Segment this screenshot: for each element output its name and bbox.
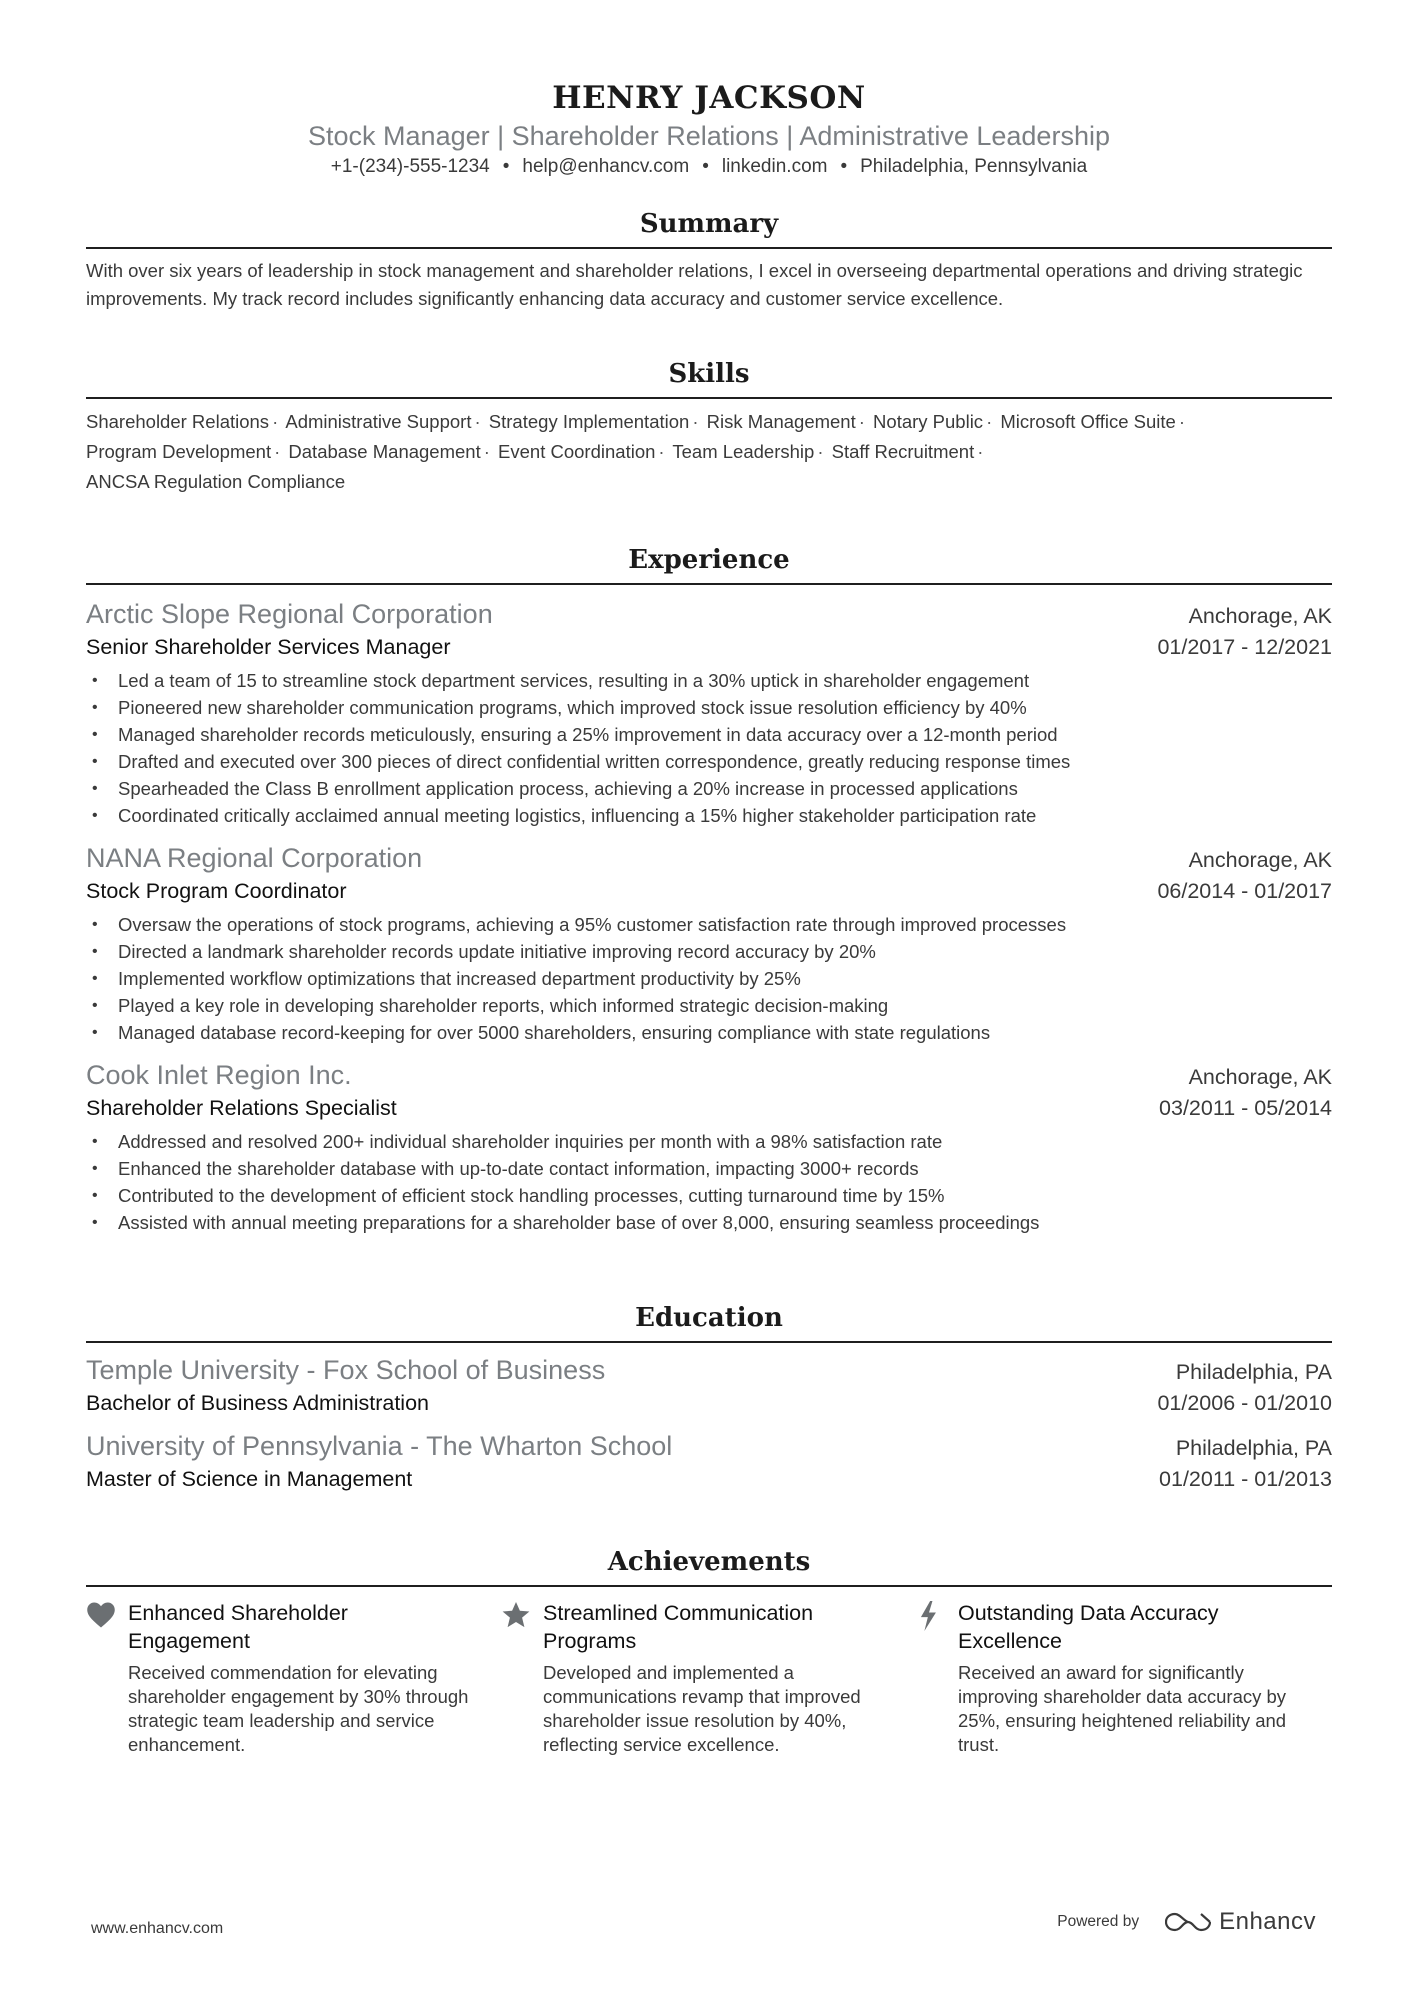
- summary-section: [86, 207, 1332, 313]
- achievement-description: Received an award for significantly improving shareholder data accuracy by 25%, ensuring heightened reliability and trust.: [958, 1662, 1287, 1755]
- bullet-item: • Drafted and executed over 300 pieces of direct confidential written correspondence, greatly reducing response times: [86, 748, 1332, 775]
- section-divider: [86, 583, 1332, 585]
- skills-list: Shareholder Relations · Administrative Support · Strategy Implementation · Risk Management · Notary Public · Microsoft Office Suite · Program Development · Database Management · Event Coordination · Team Leadership · Staff Recruitment · ANCSA Regulation Compliance: [86, 411, 1186, 492]
- achievement-item: [916, 1599, 1331, 1757]
- powered-by-label: Powered by: [1057, 1913, 1140, 1930]
- skill-item: Notary Public: [873, 411, 984, 432]
- lightning-icon: [916, 1599, 958, 1757]
- bullet-item: • Addressed and resolved 200+ individual shareholder inquiries per month with a 98% satisfaction rate: [86, 1128, 1332, 1155]
- job-entry: [86, 1058, 1332, 1236]
- job-entry: [86, 597, 1332, 829]
- heart-icon: [86, 1599, 128, 1757]
- section-title: Achievements: [607, 1547, 811, 1577]
- job-dates: 01/2017 - 12/2021: [1157, 635, 1332, 659]
- footer-branding: [1057, 1908, 1316, 1936]
- section-title: Education: [635, 1303, 783, 1333]
- resume-header: [86, 0, 1332, 180]
- bullet-item: • Assisted with annual meeting preparations for a shareholder base of over 8,000, ensuring seamless proceedings: [86, 1209, 1332, 1236]
- bullet-item: • Directed a landmark shareholder records update initiative improving record accuracy by 20%: [86, 938, 1332, 965]
- skill-item: Staff Recruitment: [831, 441, 975, 462]
- skill-item: Shareholder Relations: [86, 411, 270, 432]
- job-location: Anchorage, AK: [1188, 604, 1332, 628]
- bullet-item: • Oversaw the operations of stock programs, achieving a 95% customer satisfaction rate through improved processes: [86, 911, 1332, 938]
- email-link[interactable]: help@enhancv.com: [522, 156, 690, 177]
- education-entry: [86, 1353, 1332, 1419]
- bullet-item: • Contributed to the development of efficient stock handling processes, cutting turnaround time by 15%: [86, 1182, 1332, 1209]
- brand-name: Enhancv: [1219, 1908, 1316, 1935]
- location: Philadelphia, Pennsylvania: [860, 156, 1088, 177]
- degree: Master of Science in Management: [86, 1467, 413, 1491]
- skill-item: Team Leadership: [672, 441, 815, 462]
- footer-website-link[interactable]: www.enhancv.com: [91, 1920, 224, 1937]
- contact-line: [86, 154, 1332, 180]
- job-dates: 06/2014 - 01/2017: [1157, 879, 1332, 903]
- job-bullets: [86, 911, 1332, 1046]
- achievement-title: Enhanced Shareholder Engagement: [128, 1601, 348, 1653]
- skill-item: Database Management: [288, 441, 481, 462]
- job-location: Anchorage, AK: [1188, 848, 1332, 872]
- section-title: Summary: [639, 209, 779, 239]
- section-title: Skills: [668, 359, 750, 389]
- bullet-item: • Enhanced the shareholder database with up-to-date contact information, impacting 3000+ records: [86, 1155, 1332, 1182]
- section-divider: [86, 1341, 1332, 1343]
- star-icon: [501, 1599, 543, 1757]
- achievement-description: Developed and implemented a communications revamp that improved shareholder issue resolution by 40%, reflecting service excellence.: [543, 1662, 861, 1755]
- skills-section: [86, 357, 1332, 497]
- achievement-description: Received commendation for elevating shareholder engagement by 30% through strategic team leadership and service enhancement.: [128, 1662, 469, 1755]
- achievement-item: [86, 1599, 501, 1757]
- job-title: Shareholder Relations Specialist: [86, 1096, 397, 1120]
- separator-dot: •: [502, 156, 510, 177]
- bullet-item: • Implemented workflow optimizations that increased department productivity by 25%: [86, 965, 1332, 992]
- achievements-section: [86, 1545, 1332, 1757]
- company-name: Cook Inlet Region Inc.: [86, 1060, 352, 1090]
- job-entry: [86, 841, 1332, 1046]
- skill-item: Risk Management: [706, 411, 856, 432]
- section-title: Experience: [628, 545, 790, 575]
- school-name: University of Pennsylvania - The Wharton School: [86, 1431, 673, 1461]
- skill-item: ANCSA Regulation Compliance: [86, 471, 346, 492]
- enhancv-logo-icon: [1165, 1910, 1211, 1934]
- linkedin-link[interactable]: linkedin.com: [721, 156, 828, 177]
- summary-text: With over six years of leadership in stock management and shareholder relations, I excel in overseeing departmental operations and driving strategic improvements. My track record includes significantly enhancing data accuracy and customer service excellence.: [86, 260, 1303, 309]
- job-title: Senior Shareholder Services Manager: [86, 635, 451, 659]
- education-dates: 01/2011 - 01/2013: [1159, 1467, 1332, 1491]
- phone: +1-(234)-555-1234: [330, 156, 490, 177]
- achievement-item: [501, 1599, 916, 1757]
- skill-item: Program Development: [86, 441, 272, 462]
- candidate-title: Stock Manager | Shareholder Relations | Administrative Leadership: [308, 121, 1110, 151]
- job-location: Anchorage, AK: [1188, 1065, 1332, 1089]
- degree: Bachelor of Business Administration: [86, 1391, 429, 1415]
- candidate-name: HENRY JACKSON: [552, 80, 866, 116]
- education-section: [86, 1301, 1332, 1495]
- bullet-item: • Led a team of 15 to streamline stock department services, resulting in a 30% uptick in shareholder engagement: [86, 667, 1332, 694]
- separator-dot: •: [702, 156, 709, 177]
- company-name: Arctic Slope Regional Corporation: [86, 599, 493, 629]
- resume-page: [86, 0, 1332, 1755]
- separator-dot: •: [840, 156, 848, 177]
- skill-item: Strategy Implementation: [488, 411, 690, 432]
- bullet-item: • Coordinated critically acclaimed annual meeting logistics, influencing a 15% higher stakeholder participation rate: [86, 802, 1332, 829]
- bullet-item: • Played a key role in developing shareholder reports, which informed strategic decision-making: [86, 992, 1332, 1019]
- school-location: Philadelphia, PA: [1175, 1436, 1332, 1460]
- section-divider: [86, 1585, 1332, 1587]
- company-name: NANA Regional Corporation: [86, 843, 423, 873]
- skill-item: Microsoft Office Suite: [1000, 411, 1176, 432]
- section-divider: [86, 247, 1332, 249]
- job-dates: 03/2011 - 05/2014: [1159, 1096, 1332, 1120]
- education-dates: 01/2006 - 01/2010: [1157, 1391, 1332, 1415]
- bullet-item: • Managed database record-keeping for over 5000 shareholders, ensuring compliance with state regulations: [86, 1019, 1332, 1046]
- education-entry: [86, 1429, 1332, 1495]
- bullet-item: • Spearheaded the Class B enrollment application process, achieving a 20% increase in processed applications: [86, 775, 1332, 802]
- job-bullets: [86, 667, 1332, 829]
- bullet-item: • Managed shareholder records meticulously, ensuring a 25% improvement in data accuracy over a 12-month period: [86, 721, 1332, 748]
- skill-item: Administrative Support: [285, 411, 472, 432]
- skill-item: Event Coordination: [498, 441, 656, 462]
- school-name: Temple University - Fox School of Business: [86, 1355, 606, 1385]
- achievement-title: Outstanding Data Accuracy Excellence: [958, 1601, 1219, 1653]
- job-bullets: [86, 1128, 1332, 1236]
- section-divider: [86, 397, 1332, 399]
- achievement-title: Streamlined Communication Programs: [543, 1601, 814, 1653]
- experience-section: [86, 543, 1332, 1236]
- school-location: Philadelphia, PA: [1175, 1360, 1332, 1384]
- job-title: Stock Program Coordinator: [86, 879, 347, 903]
- bullet-item: • Pioneered new shareholder communication programs, which improved stock issue resolution efficiency by 40%: [86, 694, 1332, 721]
